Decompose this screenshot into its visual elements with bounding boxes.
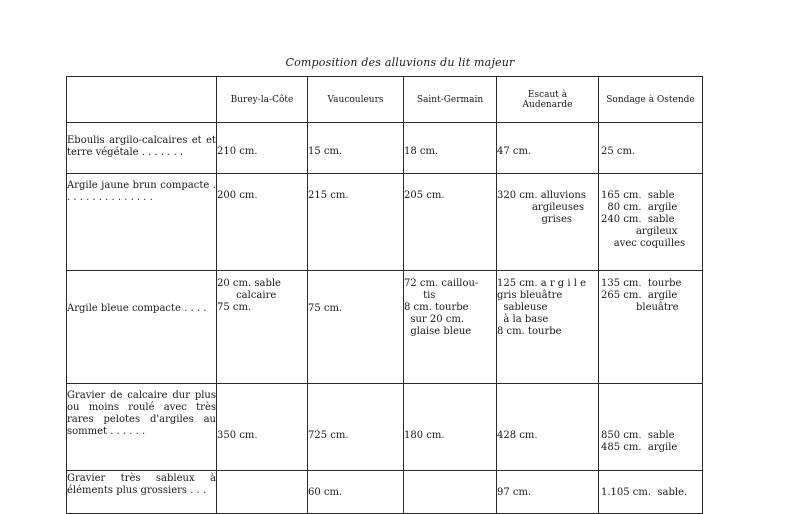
value-cell	[217, 471, 308, 514]
value-cell: 200 cm.	[217, 174, 308, 271]
col-header-vaucouleurs: Vaucouleurs	[308, 77, 404, 123]
header-corner-cell	[67, 77, 217, 123]
header-row	[67, 77, 703, 123]
table-row	[67, 174, 703, 271]
value-cell: 215 cm.	[308, 174, 404, 271]
alluvium-composition-table	[66, 76, 703, 514]
value-cell: 725 cm.	[308, 384, 404, 471]
table-row	[67, 123, 703, 174]
col-header-sondage-ostende: Sondage à Ostende	[599, 77, 703, 123]
value-cell: 75 cm.	[308, 271, 404, 384]
value-cell: 1.105 cm. sable.	[599, 471, 703, 514]
value-cell: 850 cm. sable 485 cm. argile	[599, 384, 703, 471]
value-cell: 47 cm.	[497, 123, 599, 174]
material-label: Gravier de calcaire dur plus ou moins roulé avec très rares pelotes d'argiles au sommet . . . . . .	[67, 384, 217, 471]
value-cell: 320 cm. alluvions argileuses grises	[497, 174, 599, 271]
value-cell: 15 cm.	[308, 123, 404, 174]
table-row	[67, 271, 703, 384]
table-row	[67, 384, 703, 471]
table-row	[67, 471, 703, 514]
value-cell: 180 cm.	[404, 384, 497, 471]
value-cell: 350 cm.	[217, 384, 308, 471]
value-cell: 20 cm. sable calcaire 75 cm.	[217, 271, 308, 384]
table-caption: Composition des alluvions du lit majeur	[285, 56, 515, 69]
value-cell: 165 cm. sable 80 cm. argile 240 cm. sable argileux avec coquilles	[599, 174, 703, 271]
col-header-escaut-audenarde: Escaut à Audenarde	[497, 77, 599, 123]
material-label: Argile jaune brun compacte . . . . . . . . . . . . . . .	[67, 174, 217, 271]
value-cell: 25 cm.	[599, 123, 703, 174]
value-cell: 125 cm. a r g i l e gris bleuâtre sableuse à la base 8 cm. tourbe	[497, 271, 599, 384]
value-cell: 60 cm.	[308, 471, 404, 514]
value-cell: 135 cm. tourbe 265 cm. argile bleuâtre	[599, 271, 703, 384]
col-header-burey-la-cote: Burey-la-Côte	[217, 77, 308, 123]
value-cell: 18 cm.	[404, 123, 497, 174]
col-header-saint-germain: Saint-Germain	[404, 77, 497, 123]
value-cell: 205 cm.	[404, 174, 497, 271]
value-cell: 210 cm.	[217, 123, 308, 174]
material-label: Eboulis argilo-calcaires et et terre végétale . . . . . . .	[67, 123, 217, 174]
value-cell: 428 cm.	[497, 384, 599, 471]
value-cell	[404, 471, 497, 514]
value-cell: 97 cm.	[497, 471, 599, 514]
value-cell: 72 cm. caillou- tis 8 cm. tourbe sur 20 cm. glaise bleue	[404, 271, 497, 384]
material-label: Argile bleue compacte . . . .	[67, 271, 217, 384]
material-label: Gravier très sableux à éléments plus grossiers . . .	[67, 471, 217, 514]
